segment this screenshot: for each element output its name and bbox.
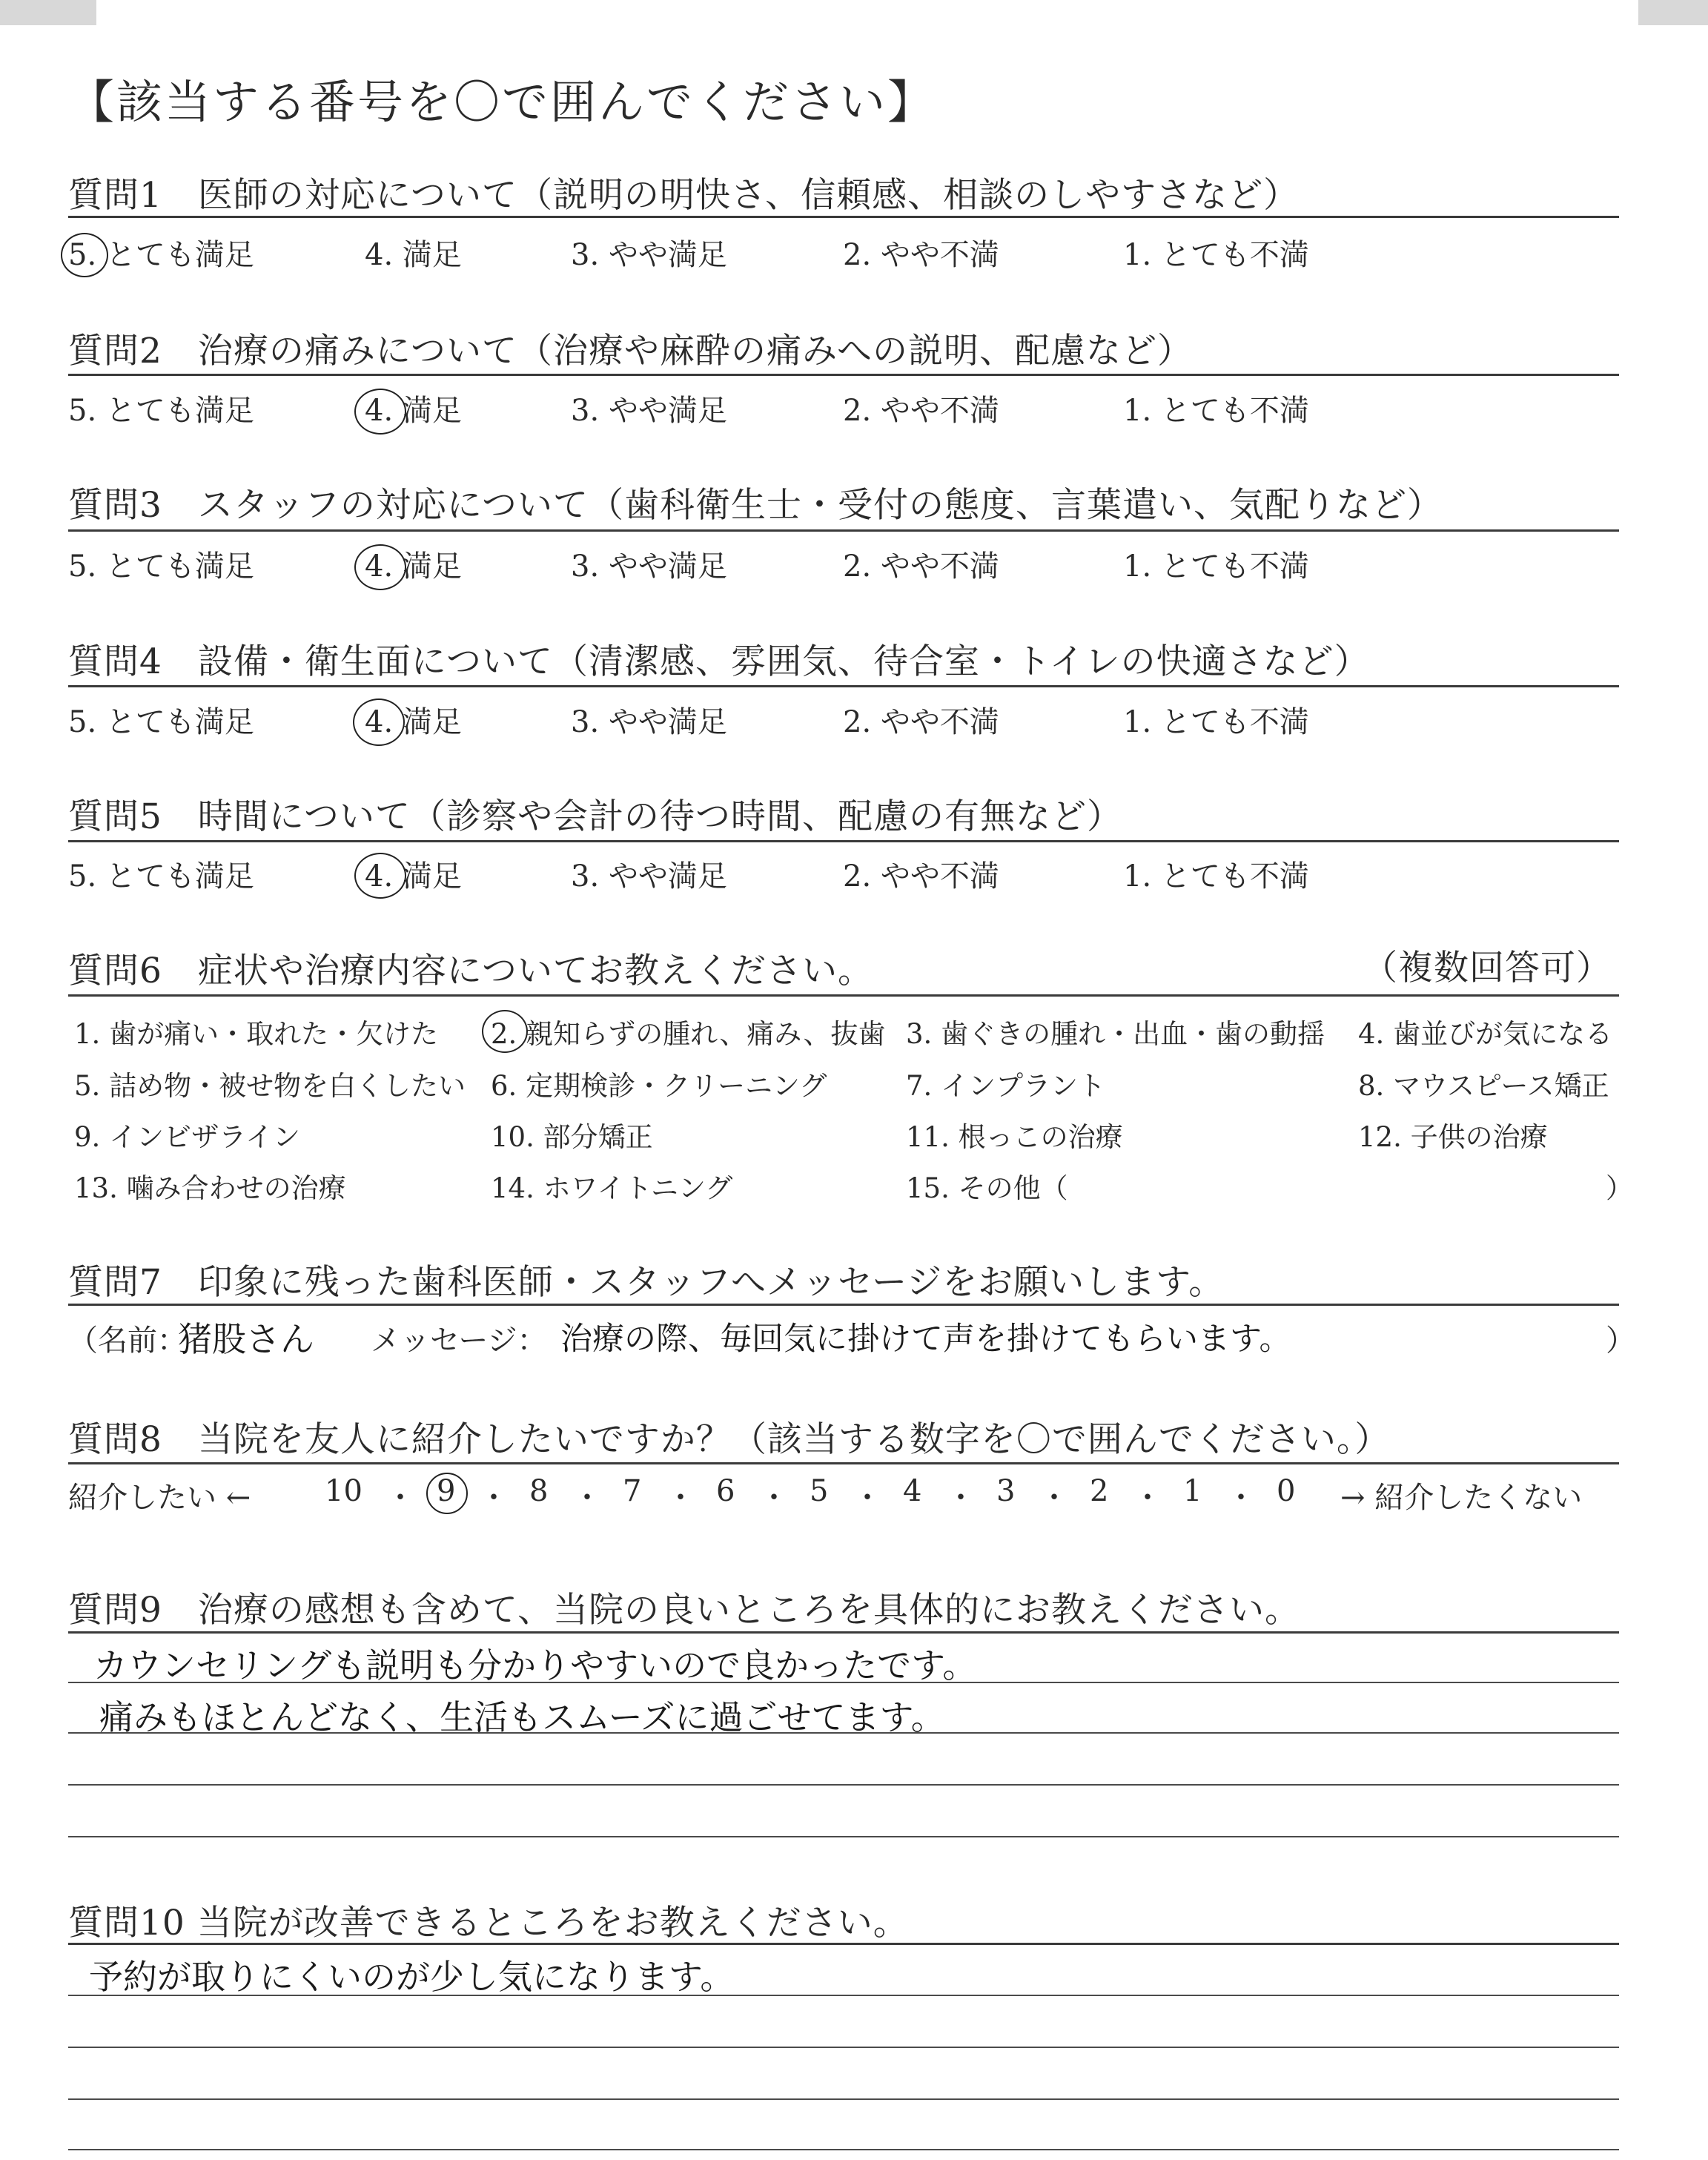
q8-scale-4[interactable]: 4: [903, 1474, 922, 1508]
q6-option-1[interactable]: 1. 歯が痛い・取れた・欠けた: [74, 1018, 439, 1050]
q8-separator: ・: [479, 1481, 509, 1515]
q8-separator: ・: [666, 1481, 695, 1515]
q5-selected-circle: [354, 853, 406, 899]
q6-option-8[interactable]: 8. マウスピース矯正: [1358, 1070, 1609, 1102]
q9-write-line: [68, 1836, 1619, 1837]
q3-option-3[interactable]: 3. やや満足: [571, 549, 727, 584]
q2-option-1[interactable]: 1. とても不満: [1123, 394, 1309, 428]
q8-separator: ・: [572, 1481, 602, 1515]
q2-option-4[interactable]: 4. 満足: [365, 394, 462, 428]
q1-option-3[interactable]: 3. やや満足: [571, 238, 727, 272]
q6-option-6[interactable]: 6. 定期検診・クリーニング: [491, 1070, 827, 1102]
q8-scale-7[interactable]: 7: [623, 1474, 642, 1508]
q2-option-5[interactable]: 5. とても満足: [68, 394, 254, 428]
q6-heading: 質問6 症状や治療内容についてお教えください。: [68, 951, 873, 991]
q6-selected-circle: [482, 1010, 528, 1053]
q5-option-5[interactable]: 5. とても満足: [68, 859, 254, 894]
q6-option-5[interactable]: 5. 詰め物・被せ物を白くしたい: [74, 1070, 466, 1102]
q1-rule: [68, 216, 1619, 218]
q8-scale-2[interactable]: 2: [1090, 1474, 1109, 1508]
q9-heading: 質問9 治療の感想も含めて、当院の良いところを具体的にお教えください。: [68, 1590, 1300, 1631]
q9-answer-line-1[interactable]: カウンセリングも説明も分かりやすいので良かったです。: [93, 1645, 977, 1685]
q6-other-close-paren: ）: [1606, 1172, 1633, 1204]
q4-option-1[interactable]: 1. とても不満: [1123, 705, 1309, 739]
q4-option-3[interactable]: 3. やや満足: [571, 705, 727, 739]
q1-option-2[interactable]: 2. やや不満: [843, 238, 999, 272]
q3-heading: 質問3 スタッフの対応について（歯科衛生士・受付の態度、言葉遣い、気配りなど）: [68, 485, 1443, 526]
q7-heading: 質問7 印象に残った歯科医師・スタッフへメッセージをお願いします。: [68, 1262, 1225, 1303]
q8-separator: ・: [1226, 1481, 1256, 1515]
q6-option-9[interactable]: 9. インビザライン: [74, 1121, 300, 1153]
q8-heading: 質問8 当院を友人に紹介したいですか？（該当する数字を〇で囲んでください。）: [68, 1419, 1391, 1460]
q5-rule: [68, 840, 1619, 842]
q3-selected-circle: [354, 544, 406, 590]
q9-write-line: [68, 1784, 1619, 1786]
q10-answer-line-1[interactable]: 予約が取りにくいのが少し気になります。: [89, 1957, 735, 1997]
q5-option-3[interactable]: 3. やや満足: [571, 859, 727, 894]
q6-option-13[interactable]: 13. 噛み合わせの治療: [74, 1172, 346, 1204]
q6-multiple-note: （複数回答可）: [1363, 948, 1612, 988]
q6-option-4[interactable]: 4. 歯並びが気になる: [1358, 1018, 1613, 1050]
q6-option-3[interactable]: 3. 歯ぐきの腫れ・出血・歯の動揺: [906, 1018, 1325, 1050]
q8-separator: ・: [759, 1481, 789, 1515]
q4-selected-circle: [353, 698, 405, 746]
q8-scale-3[interactable]: 3: [996, 1474, 1016, 1508]
q4-option-5[interactable]: 5. とても満足: [68, 705, 254, 739]
q8-scale-5[interactable]: 5: [810, 1474, 829, 1508]
top-edge-fragment-left: [0, 0, 96, 25]
q6-option-2[interactable]: 2. 親知らずの腫れ、痛み、抜歯: [491, 1018, 886, 1050]
q8-selected-circle: [426, 1473, 468, 1514]
q10-write-line: [68, 2047, 1619, 2048]
q2-option-3[interactable]: 3. やや満足: [571, 394, 727, 428]
q4-option-2[interactable]: 2. やや不満: [843, 705, 999, 739]
q1-option-5[interactable]: 5. とても満足: [68, 238, 254, 272]
q6-option-14[interactable]: 14. ホワイトニング: [491, 1172, 733, 1204]
q2-rule: [68, 374, 1619, 376]
q8-scale-10[interactable]: 10: [325, 1474, 363, 1508]
q8-separator: ・: [1133, 1481, 1162, 1515]
q1-option-4[interactable]: 4. 満足: [365, 238, 462, 272]
q10-write-line: [68, 2149, 1619, 2150]
q8-left-label: 紹介したい ←: [68, 1481, 251, 1515]
q1-option-1[interactable]: 1. とても不満: [1123, 238, 1309, 272]
q4-heading: 質問4 設備・衛生面について（清潔感、雰囲気、待合室・トイレの快適さなど）: [68, 641, 1370, 682]
q8-scale-8[interactable]: 8: [529, 1474, 549, 1508]
top-edge-fragment-right: [1638, 0, 1708, 25]
q6-option-7[interactable]: 7. インプラント: [906, 1070, 1106, 1102]
q1-selected-circle: [61, 233, 108, 277]
q8-separator: ・: [853, 1481, 882, 1515]
q6-option-11[interactable]: 11. 根っこの治療: [906, 1121, 1123, 1153]
q8-rule: [68, 1462, 1619, 1464]
q7-message-label: メッセージ：: [371, 1324, 547, 1358]
q10-rule: [68, 1943, 1619, 1945]
q7-message-value[interactable]: 治療の際、毎回気に掛けて声を掛けてもらいます。: [560, 1321, 1291, 1358]
q5-heading: 質問5 時間について（診察や会計の待つ時間、配慮の有無など）: [68, 796, 1122, 837]
q3-option-5[interactable]: 5. とても満足: [68, 549, 254, 584]
q5-option-2[interactable]: 2. やや不満: [843, 859, 999, 894]
q3-option-2[interactable]: 2. やや不満: [843, 549, 999, 584]
q6-option-15[interactable]: 15. その他（: [906, 1172, 1068, 1204]
q8-scale-9[interactable]: 9: [437, 1474, 456, 1508]
q8-separator: ・: [946, 1481, 976, 1515]
q2-selected-circle: [354, 389, 406, 435]
q2-option-2[interactable]: 2. やや不満: [843, 394, 999, 428]
q9-rule: [68, 1631, 1619, 1634]
q1-heading: 質問1 医師の対応について（説明の明快さ、信頼感、相談のしやすさなど）: [68, 175, 1300, 216]
q5-option-4[interactable]: 4. 満足: [365, 859, 462, 894]
q8-separator: ・: [1039, 1481, 1069, 1515]
q8-separator: ・: [385, 1481, 415, 1515]
q7-name-label: （名前：: [68, 1324, 187, 1358]
q5-option-1[interactable]: 1. とても不満: [1123, 859, 1309, 894]
q4-rule: [68, 685, 1619, 687]
q8-scale-6[interactable]: 6: [716, 1474, 735, 1508]
q10-write-line: [68, 2098, 1619, 2100]
q3-option-1[interactable]: 1. とても不満: [1123, 549, 1309, 584]
q8-scale-1[interactable]: 1: [1183, 1474, 1202, 1508]
q2-heading: 質問2 治療の痛みについて（治療や麻酔の痛みへの説明、配慮など）: [68, 331, 1194, 371]
q10-heading: 質問10 当院が改善できるところをお教えください。: [68, 1903, 909, 1943]
q6-option-10[interactable]: 10. 部分矯正: [491, 1121, 653, 1153]
q6-option-12[interactable]: 12. 子供の治療: [1358, 1121, 1548, 1153]
q7-rule: [68, 1304, 1619, 1306]
q3-rule: [68, 529, 1619, 532]
q9-answer-line-2[interactable]: 痛みもほとんどなく、生活もスムーズに過ごせてます。: [99, 1697, 945, 1737]
q8-scale-0[interactable]: 0: [1277, 1474, 1296, 1508]
q7-close-paren: ）: [1606, 1324, 1635, 1358]
q4-option-4[interactable]: 4. 満足: [365, 705, 462, 739]
q7-name-value[interactable]: 猪股さん: [178, 1319, 314, 1359]
q6-rule: [68, 994, 1619, 997]
q3-option-4[interactable]: 4. 満足: [365, 549, 462, 584]
q8-right-label: → 紹介したくない: [1340, 1481, 1583, 1515]
page-title: 【該当する番号を〇で囲んでください】: [68, 75, 936, 129]
